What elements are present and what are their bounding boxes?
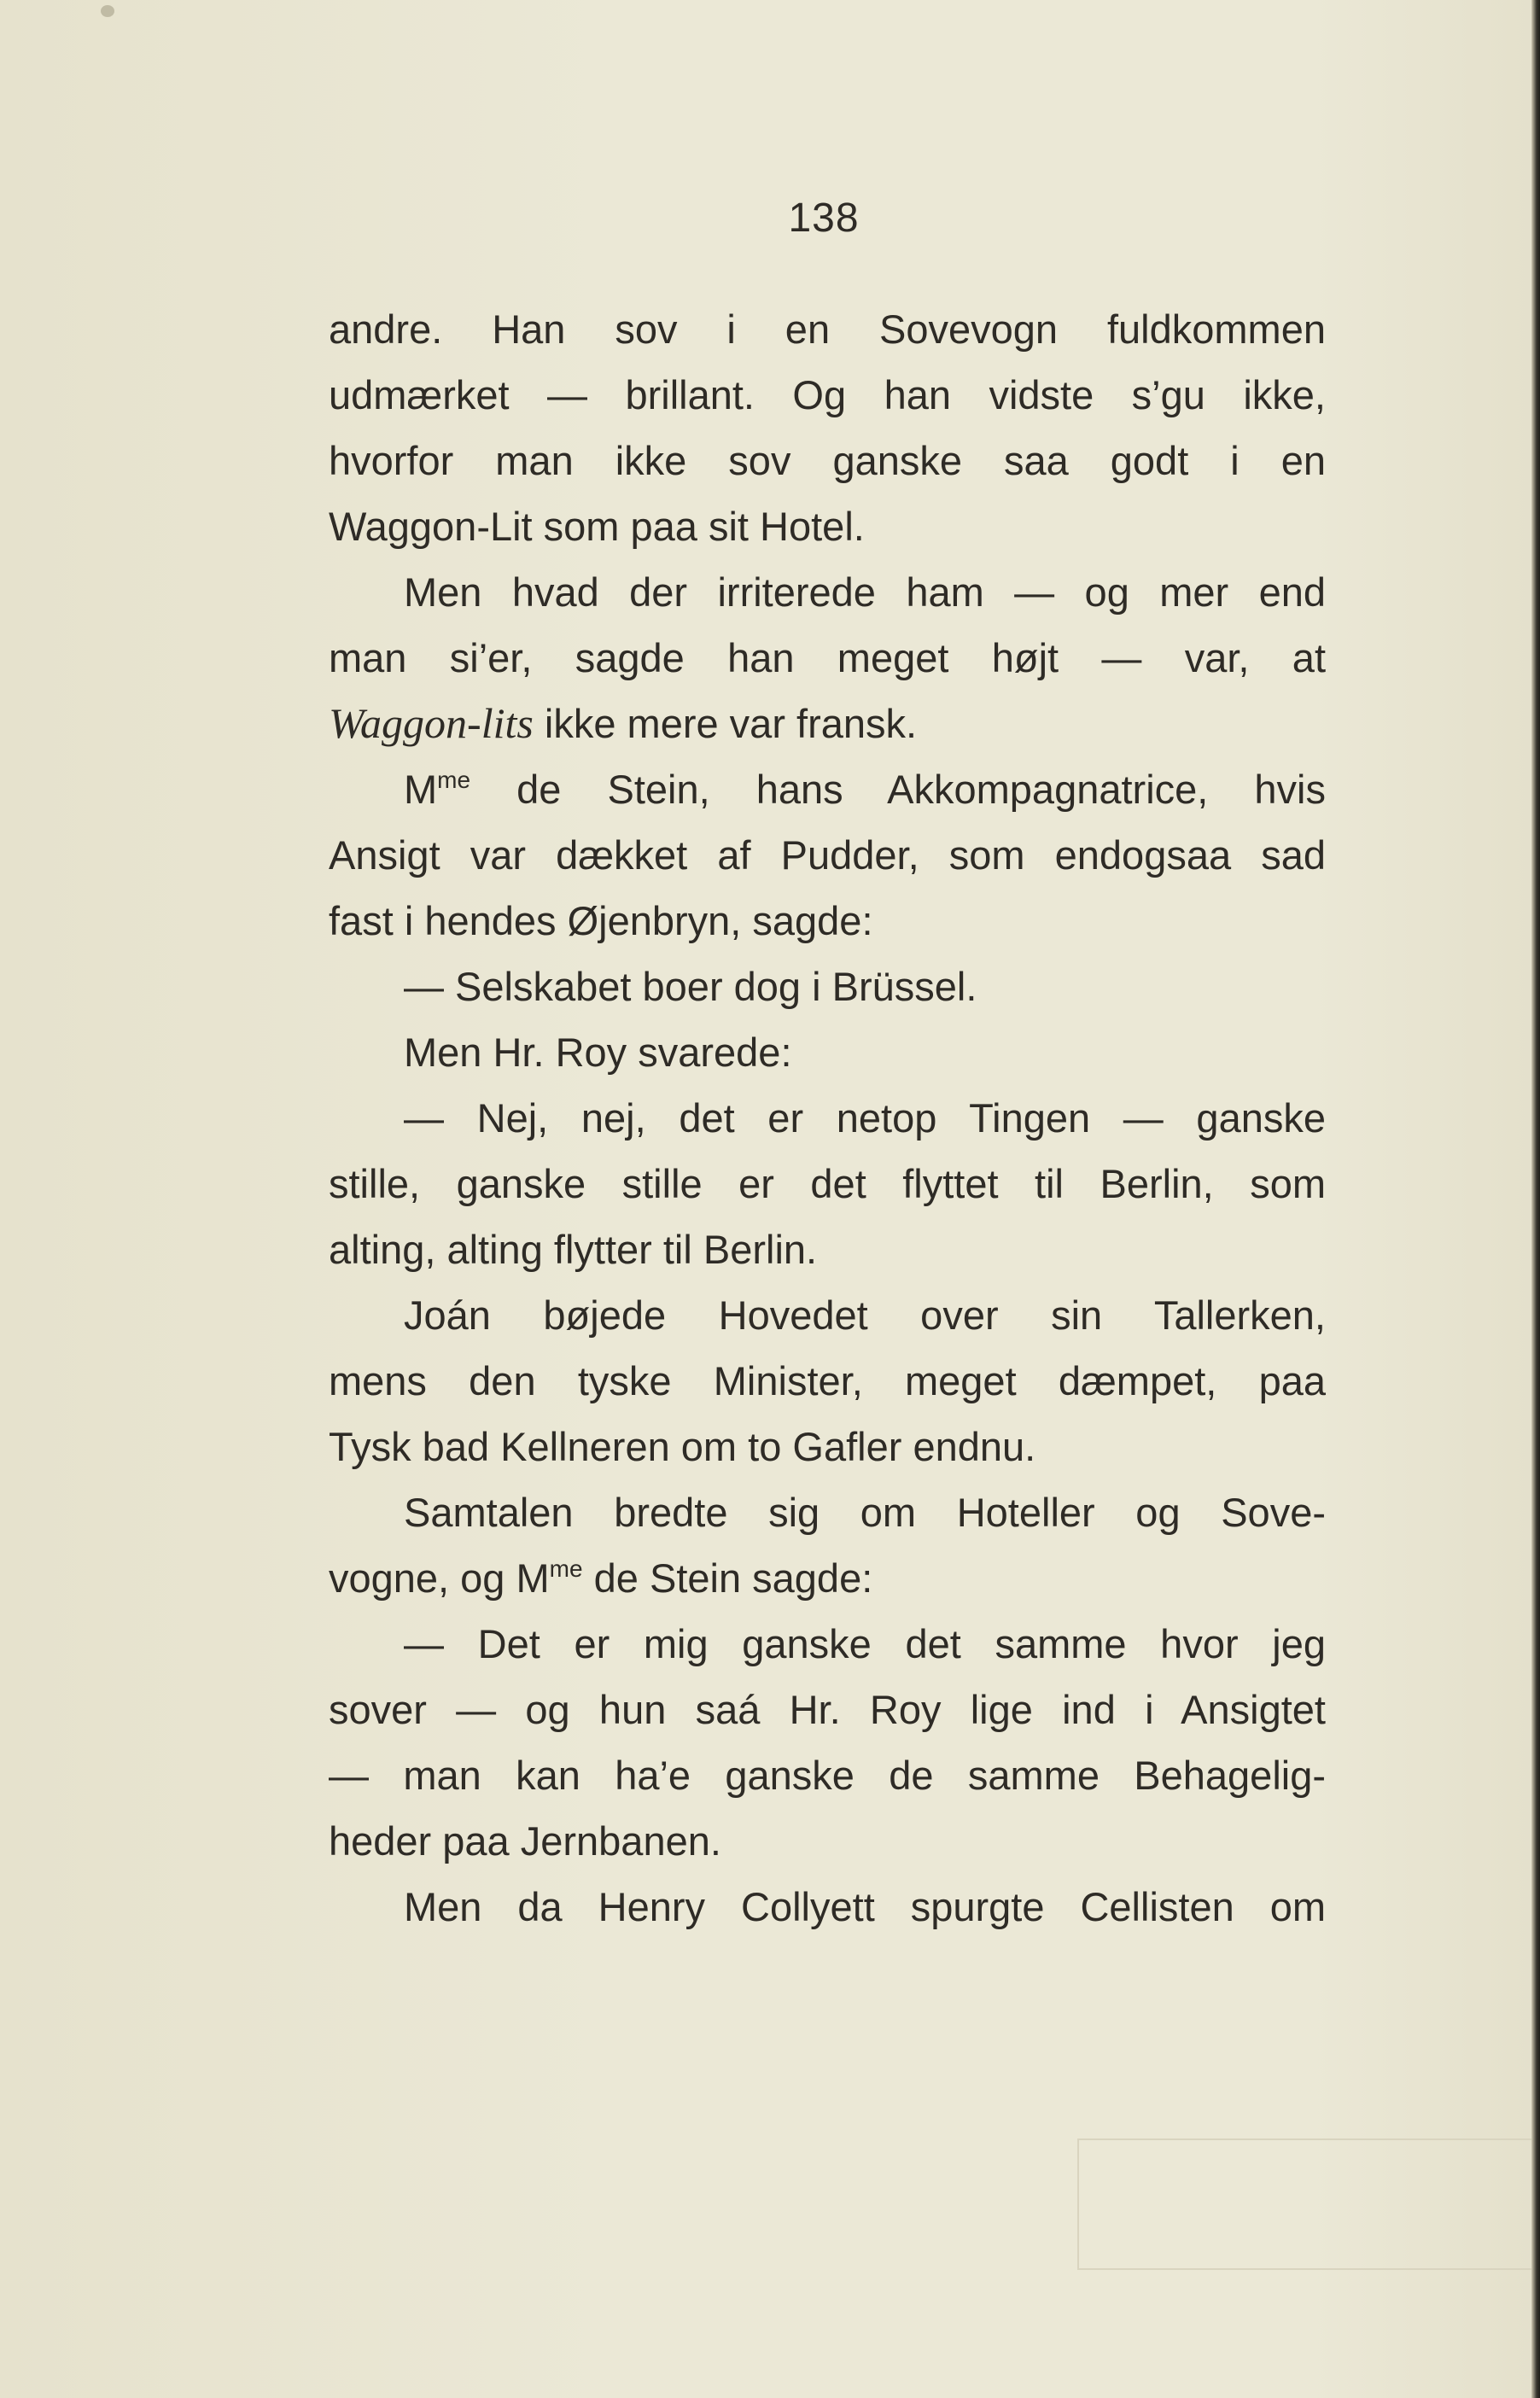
text-line: — Selskabet boer dog i Brüssel. (404, 964, 977, 1009)
text-line: andre. Han sov i en Sovevogn fuldkommen (329, 306, 1326, 352)
text-line (329, 1545, 1326, 1611)
superscript: me (437, 767, 471, 793)
text-line: hvorfor man ikke sov ganske saa godt i en (329, 438, 1326, 483)
text-line: udmærket — brillant. Og han vidste s’gu ikke, (329, 372, 1326, 417)
faint-offset-mark (1077, 2138, 1533, 2270)
text-line: — Det er mig ganske det samme hvor jeg (404, 1621, 1326, 1666)
text-fragment: ikke mere var fransk. (533, 701, 918, 746)
text-line: — Nej, nej, det er netop Tingen — ganske (404, 1095, 1326, 1141)
text-fragment: vogne, og M (329, 1555, 550, 1601)
text-line: man si’er, sagde han meget højt — var, at (329, 635, 1326, 680)
text-fragment: de Stein sagde: (582, 1555, 873, 1601)
text-line: Tysk bad Kellneren om to Gafler endnu. (329, 1424, 1036, 1469)
text-line (329, 756, 1326, 822)
text-line: alting, alting flytter til Berlin. (329, 1227, 818, 1272)
page-number: 138 (788, 195, 860, 241)
text-line: heder paa Jernbanen. (329, 1818, 721, 1864)
text-fragment: de Stein, hans Akkompagnatrice, hvis (470, 767, 1326, 812)
text-line: — man kan ha’e ganske de samme Behagelig- (329, 1753, 1326, 1798)
superscript: me (549, 1555, 583, 1582)
text-line: Ansigt var dækket af Pudder, som endogsaa sad (329, 832, 1326, 878)
text-line: mens den tyske Minister, meget dæmpet, paa (329, 1358, 1326, 1403)
text-line: Men hvad der irriterede ham — og mer end (404, 569, 1326, 615)
paper-speck (101, 5, 114, 17)
text-line: sover — og hun saá Hr. Roy lige ind i Ansigtet (329, 1687, 1326, 1732)
italic-term: Waggon-lits (329, 699, 534, 747)
text-line: Men Hr. Roy svarede: (404, 1030, 792, 1075)
page-edge-shadow (1531, 0, 1540, 2398)
text-line: Samtalen bredte sig om Hoteller og Sove- (404, 1490, 1326, 1535)
text-fragment: M (404, 767, 438, 812)
body-text (329, 296, 1326, 1940)
text-line: stille, ganske stille er det flyttet til Berlin, som (329, 1161, 1326, 1206)
text-line: Joán bøjede Hovedet over sin Tallerken, (404, 1292, 1326, 1338)
text-line: fast i hendes Øjenbryn, sagde: (329, 898, 873, 943)
text-line: Waggon-Lit som paa sit Hotel. (329, 504, 865, 549)
text-line (329, 691, 1326, 756)
text-line: Men da Henry Collyett spurgte Cellisten om (404, 1884, 1326, 1929)
